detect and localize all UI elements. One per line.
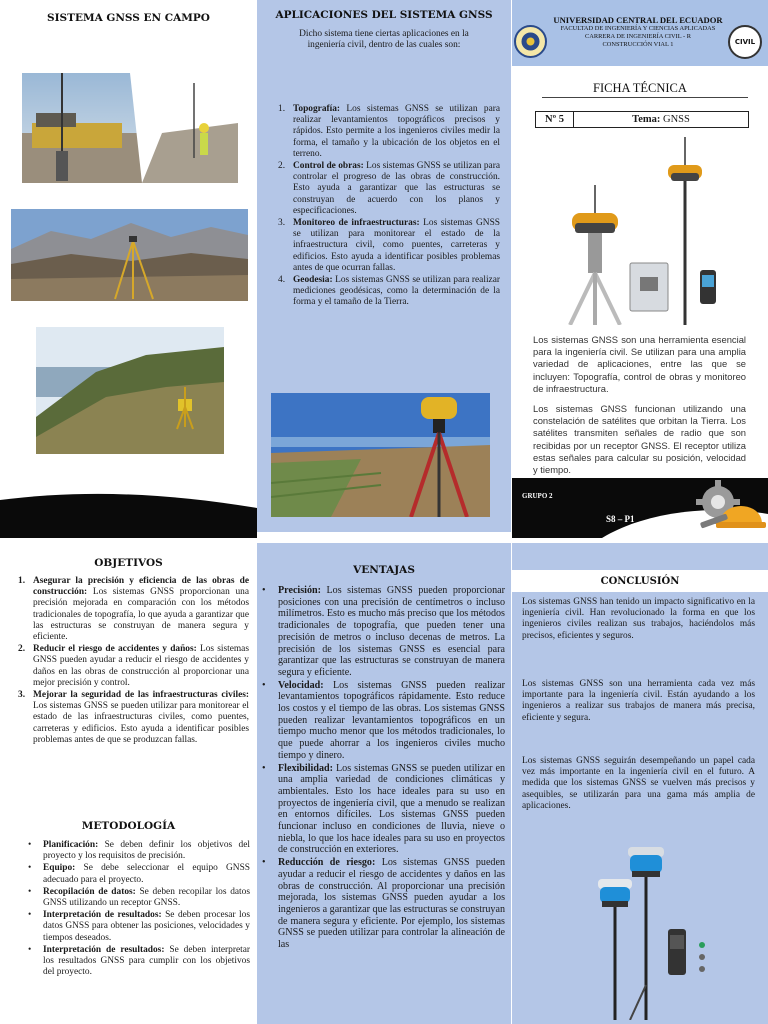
list-item: • Recopilación de datos: Se deben recopilar los datos GNSS utilizando un receptor GNSS. [28,886,250,909]
metodologia-title: METODOLOGÍA [81,820,176,832]
list-item: 4. Geodesia: Los sistemas GNSS se utilizan para realizar mediciones geodésicas, como la determinación de la forma y el tamaño de la Tierra. [278,275,500,308]
list-item: 1. Topografía: Los sistemas GNSS se utilizan para realizar levantamientos topográficos precisos y rápidos. Esto permite a los ingenieros civiles medir la forma, el tamaño y la ubicación de los objetos en el terreno. [278,104,501,159]
list-item: • Reducción de riesgo: Los sistemas GNSS pueden ayudar a reducir el riesgo de accidentes y daños en las obras de construcción. Al proporcionar una precisión mejorada, los sistemas GNSS pueden ayudar a los ingenieros a garantizar que las estructuras se construyan de manera segura y eficiente. Por ejemplo, los sistemas GNSS se pueden utilizar para controlar la alineación de las [262,857,505,951]
university-header [548,15,728,49]
ventajas-list [262,585,505,952]
section-label: S8 – P1 [606,514,635,524]
list-item: • Velocidad: Los sistemas GNSS pueden realizar levantamientos topográficos rápidamente. Esto reduce los costos y el tiempo de las obras. Los sistemas GNSS pueden realizar levantamientos topográficos en un tiempo mucho menor que los métodos tradicionales, lo que puede ahorrar a los ingenieros civiles mucho tiempo y dinero. [262,679,505,761]
ficha-tema: Tema: GNSS [632,114,690,125]
civil-logo-icon [728,25,762,59]
photo-gnss-hillside [36,327,224,454]
list-item: • Interpretación de resultados: Se deben procesar los datos GNSS para obtener las posiciones, velocidades y tiempos deseados. [28,910,250,943]
aplicaciones-intro: Dicho sistema tiene ciertas aplicaciones en la ingeniería civil, dentro de las cuales son: [299,29,469,51]
ficha-number: Nº 5 [536,112,574,127]
photo-gnss-roadwork [22,73,238,183]
list-item: • Planificación: Se deben definir los objetivos del proyecto y los requisitos de precisión. [28,840,250,862]
group-label: GRUPO 2 [522,492,553,500]
list-item: • Interpretación de resultados: Se deben interpretar los resultados GNSS para cumplir con los objetivos del proyecto. [28,944,250,978]
objetivos-title: OBJETIVOS [94,557,163,569]
aplicaciones-list [278,104,500,310]
gnss-receiver-illustration [590,845,720,1020]
career-name: CARRERA DE INGENIERÍA CIVIL - R [584,33,692,40]
conclusion-paragraph-1: Los sistemas GNSS han tenido un impacto significativo en la ingeniería civil. Han revolucionado la forma en que los ingenieros civiles realizan sus trabajos, haciéndolos más precisos, eficientes y seguros. [522,597,755,641]
list-item: • Flexibilidad: Los sistemas GNSS se pueden utilizar en una amplia variedad de condiciones climáticas y ambientales. Esto los hace ideales para su uso en proyectos de ingeniería civil, que a menudo se realizan en entornos difíciles. Los sistemas GNSS pueden funcionar incluso en condiciones de lluvia, nieve o niebla, lo que los hace ideales para su uso en proyectos de construcción en exteriores. [262,762,505,856]
photo-gnss-mountains [11,209,248,301]
objetivos-list [18,576,249,747]
university-seal-icon [514,25,547,58]
photo-gnss-vineyard [271,393,490,517]
left-wave-decoration [0,490,257,538]
conclusion-title: CONCLUSIÓN [600,576,680,587]
list-item: 2. Reducir el riesgo de accidentes y daños: Los sistemas GNSS pueden ayudar a reducir el riesgo de accidentes y daños en las obras de construcción al proporcionar una mejor precisión y control. [18,644,249,688]
metodologia-list [28,840,250,979]
ventajas-title: VENTAJAS [353,564,415,576]
list-item: • Equipo: Se debe seleccionar el equipo GNSS adecuado para el proyecto. [28,863,251,885]
faculty-name: FACULTAD DE INGENIERÍA Y CIENCIAS APLICADAS [560,25,716,32]
list-item: 1. Asegurar la precisión y eficiencia de las obras de construcción: Los sistemas GNSS proporcionan una precisión mejorada en comparación con los métodos tradicionales de topografía, lo que ayuda a garantizar que las estructuras se construyan de manera segura y eficiente. [18,576,249,643]
university-name: UNIVERSIDAD CENTRAL DEL ECUADOR [553,15,723,25]
gnss-equipment-illustration [560,135,730,325]
civil-logo-text: CIVIL [734,38,756,46]
ficha-title: FICHA TÉCNICA [593,81,687,95]
aplicaciones-title: APLICACIONES DEL SISTEMA GNSS [275,9,493,21]
list-item: • Precisión: Los sistemas GNSS pueden proporcionar posiciones con una precisión de centímetros o incluso milímetros. Esto es mucho más preciso que los métodos tradicionales de topografía, que pueden tener una precisión de metros o incluso decenas de metros. La precisión de los sistemas GNSS es esencial para garantizar que las estructuras se construyan de manera segura y eficiente. [262,585,505,678]
ficha-paragraph-2: Los sistemas GNSS funcionan utilizando una constelación de satélites que orbitan la Tierra. Los satélites transmiten señales de radio que son recibidas por un receptor GNSS. El receptor utiliza estas señales para calcular su posición, velocidad y tiempo. [533,403,746,476]
left-title: SISTEMA GNSS EN CAMPO [47,12,210,24]
list-item: 3. Monitoreo de infraestructuras: Los sistemas GNSS se utilizan para monitorear el estado de la infraestructura civil, como puentes, carreteras y edificios. Esto ayuda a identificar posibles problemas antes de que ocurran fallas. [278,218,501,273]
conclusion-paragraph-2: Los sistemas GNSS son una herramienta cada vez más importante para la ingeniería civil. Están ayudando a los ingenieros a realizar sus trabajos de manera más precisa, eficiente y segura. [522,679,755,723]
gear-helmet-icon [690,476,766,532]
conclusion-paragraph-3: Los sistemas GNSS seguirán desempeñando un papel cada vez más importante en la ingeniería civil en el futuro. A medida que los sistemas GNSS se vuelven más precisos y asequibles, se utilizarán para una gama más amplia de aplicaciones. [522,756,755,811]
course-name: CONSTRUCCIÓN VIAL 1 [602,41,674,48]
ficha-divider [542,97,748,98]
ficha-paragraph-1: Los sistemas GNSS son una herramienta esencial para la ingeniería civil. Se utilizan para una amplia variedad de aplicaciones, entre las que se incluyen: Topografía, control de obras y monitoreo de infraestructura. [533,334,746,394]
list-item: 2. Control de obras: Los sistemas GNSS se utilizan para controlar el progreso de las obras de construcción. Esto ayuda a garantizar que las estructuras se construyan de acuerdo con los planos y especificaciones. [278,161,501,216]
list-item: 3. Mejorar la seguridad de las infraestructuras civiles: Los sistemas GNSS se pueden utilizar para monitorear el estado de las infraestructuras civiles, como puentes, carreteras y edificios. Esto ayuda a identificar posibles problemas antes de que se produzcan fallas. [18,690,249,745]
ficha-info-table [535,111,749,128]
